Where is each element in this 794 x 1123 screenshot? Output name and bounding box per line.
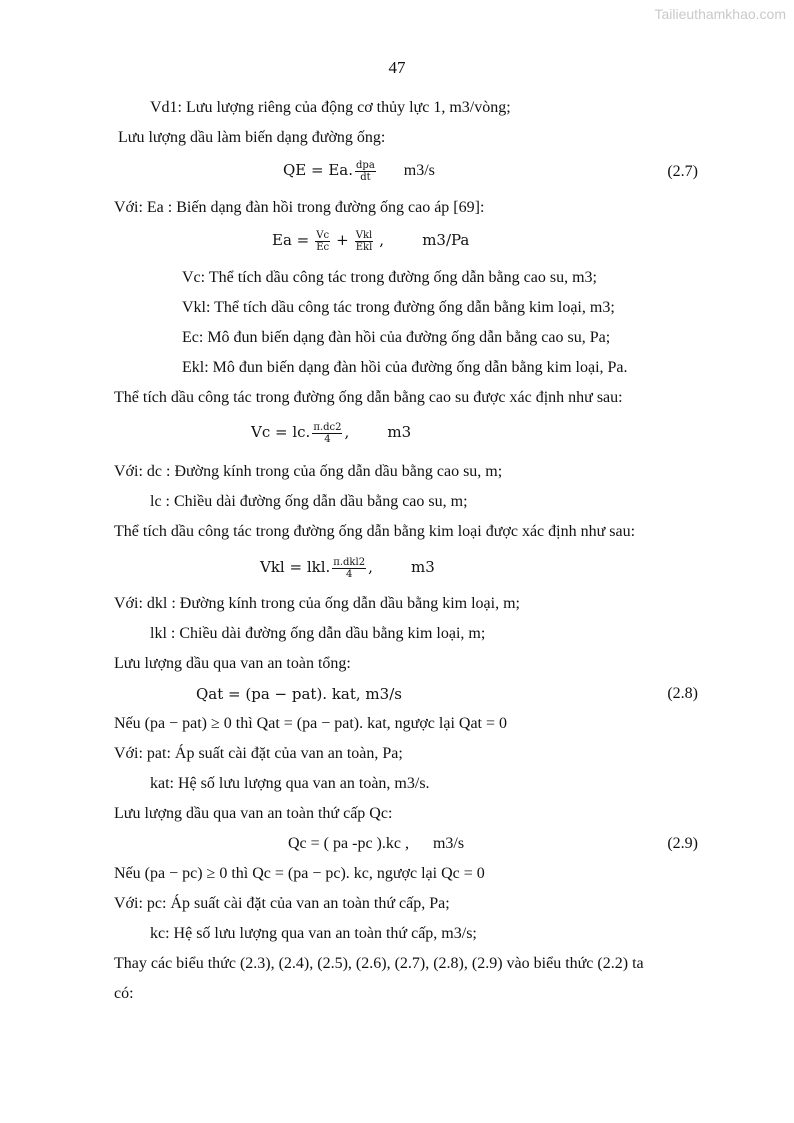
equation-number: (2.9) — [667, 835, 698, 852]
text-line: Với: pat: Áp suất cài đặt của van an toàn, Pa; — [114, 745, 403, 762]
text-line: Nếu (pa − pat) ≥ 0 thì Qat = (pa − pat). kat, ngược lại Qat = 0 — [114, 715, 508, 732]
text-line: Ec: Mô đun biến dạng đàn hồi của đường ống dẫn bằng cao su, Pa; — [182, 329, 611, 346]
text-line: kat: Hệ số lưu lượng qua van an toàn, m3/s. — [150, 775, 430, 792]
text-line: Với: Ea : Biến dạng đàn hồi trong đường ống cao áp [69]: — [114, 199, 485, 216]
text-line: Lưu lượng dầu qua van an toàn thứ cấp Qc: — [114, 805, 393, 822]
text-line: có: — [114, 985, 134, 1002]
eq-lhs: QE = Ea. — [283, 161, 354, 179]
page-number: 47 — [388, 58, 406, 77]
eq-unit: m3/s — [403, 162, 435, 179]
equation-2-8: Qat = (pa − pat). kat, m3/s — [196, 685, 402, 703]
watermark: Tailieuthamkhao.com — [654, 6, 786, 22]
eq-fraction: $\frac{\text{dpa}}{dt}$ — [356, 159, 375, 183]
equation-number: (2.8) — [667, 685, 698, 702]
text-line: Nếu (pa − pc) ≥ 0 thì Qc = (pa − pc). kc, ngược lại Qc = 0 — [114, 865, 485, 882]
text-line: Lưu lượng dầu làm biến dạng đường ống: — [118, 129, 386, 146]
text-line: Ekl: Mô đun biến dạng đàn hồi của đường ống dẫn bằng kim loại, Pa. — [182, 359, 628, 376]
text-line: Thể tích dầu công tác trong đường ống dẫn bằng kim loại được xác định như sau: — [114, 523, 636, 540]
equation-vc: Vc = lc. $\frac{\pi.dc2}{4}$ , m3 — [251, 421, 412, 445]
text-line: Lưu lượng dầu qua van an toàn tổng: — [114, 655, 351, 672]
equation-ea: Ea = $\frac{Vc}{Ec}$ + $\frac{\text{Vkl}}{\text{Ekl}}$ , m3/Pa — [272, 229, 470, 253]
text-line: Vkl: Thể tích dầu công tác trong đường ống dẫn bằng kim loại, m3; — [182, 299, 615, 316]
text-line: Vc: Thể tích dầu công tác trong đường ống dẫn bằng cao su, m3; — [182, 269, 597, 286]
equation-2-9: Qc = ( pa -pc ).kc , m3/s — [288, 835, 465, 852]
text-line: Vd1: Lưu lượng riêng của động cơ thủy lực 1, m3/vòng; — [150, 99, 511, 116]
text-line: kc: Hệ số lưu lượng qua van an toàn thứ cấp, m3/s; — [150, 925, 477, 942]
text-line: Với: pc: Áp suất cài đặt của van an toàn thứ cấp, Pa; — [114, 895, 450, 912]
text-line: lkl : Chiều dài đường ống dẫn dầu bằng kim loại, m; — [150, 625, 486, 642]
text-line: Thay các biểu thức (2.3), (2.4), (2.5), (2.6), (2.7), (2.8), (2.9) vào biểu thức (2.2) ta — [114, 955, 644, 972]
text-line: Thể tích dầu công tác trong đường ống dẫn bằng cao su được xác định như sau: — [114, 389, 623, 406]
text-line: Với: dkl : Đường kính trong của ống dẫn dầu bằng kim loại, m; — [114, 595, 520, 612]
text-line: lc : Chiều dài đường ống dẫn dầu bằng cao su, m; — [150, 493, 468, 510]
equation-vkl: Vkl = lkl. $\frac{\text{π.dkl2}}{4}$ , m3 — [260, 556, 435, 580]
text-line: Với: dc : Đường kính trong của ống dẫn dầu bằng cao su, m; — [114, 463, 503, 480]
equation-number: (2.7) — [667, 163, 698, 180]
equation-2-7 — [283, 158, 435, 183]
